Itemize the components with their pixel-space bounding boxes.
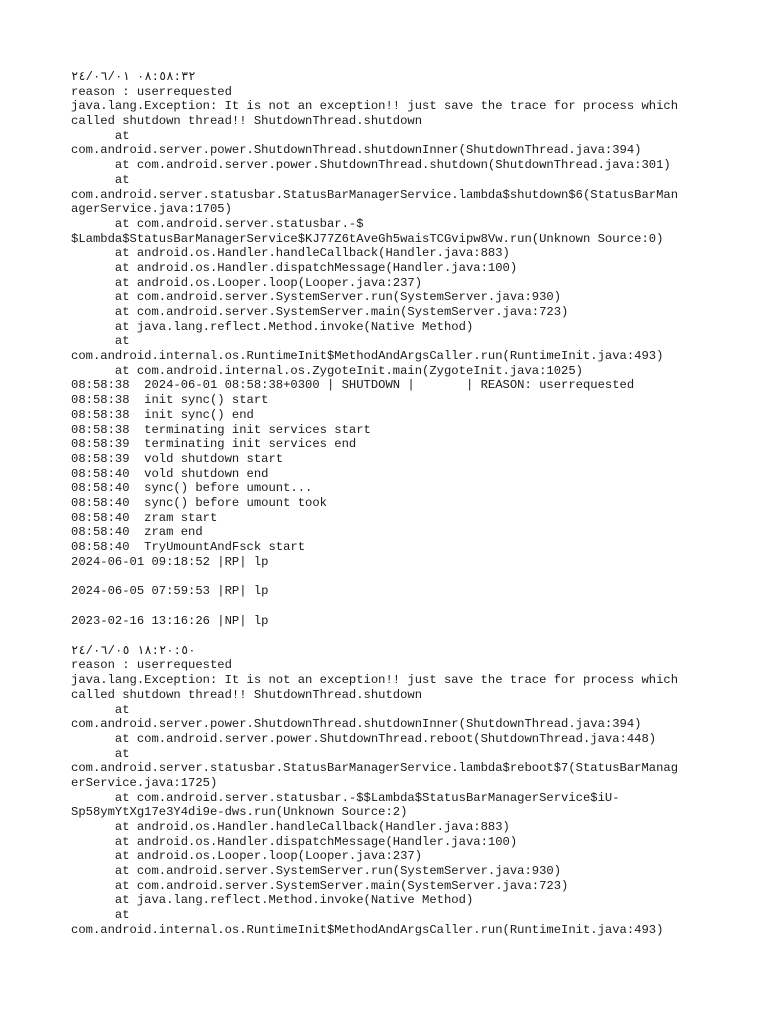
log-line: at android.os.Handler.handleCallback(Handler.java:883) bbox=[71, 820, 510, 834]
log-line: com.android.internal.os.RuntimeInit$MethodAndArgsCaller.run(RuntimeInit.java:493) bbox=[71, 922, 664, 937]
log-line: 08:58:40 sync() before umount took bbox=[71, 495, 327, 510]
log-line: reason : userrequested bbox=[71, 658, 232, 673]
log-line: 08:58:38 init sync() start bbox=[71, 393, 269, 408]
log-line: 08:58:39 vold shutdown start bbox=[71, 451, 284, 466]
log-line: at java.lang.reflect.Method.invoke(Native Method) bbox=[71, 893, 474, 908]
log-line: $Lambda$StatusBarManagerService$KJ77Z6tAveGh5waisTCGvipw8Vw.run(Unknown Source:0) bbox=[71, 231, 664, 246]
log-line: at com.android.server.power.ShutdownThread.shutdown(ShutdownThread.java:301) bbox=[71, 158, 671, 173]
log-line: at com.android.server.SystemServer.main(SystemServer.java:723) bbox=[71, 305, 569, 319]
log-line: at bbox=[71, 172, 130, 187]
log-line: com.android.internal.os.RuntimeInit$MethodAndArgsCaller.run(RuntimeInit.java:493) bbox=[71, 349, 664, 364]
log-line: 08:58:40 vold shutdown end bbox=[71, 466, 269, 481]
log-line: java.lang.Exception: It is not an exception!! just save the trace for process which bbox=[71, 673, 679, 688]
log-line: at bbox=[71, 908, 130, 923]
log-line: at bbox=[71, 334, 130, 349]
log-line: 08:58:38 2024-06-01 08:58:38+0300 | SHUTDOWN | | REASON: userrequested bbox=[71, 378, 635, 393]
log-line: at com.android.internal.os.ZygoteInit.main(ZygoteInit.java:1025) bbox=[71, 363, 583, 378]
log-line: called shutdown thread!! ShutdownThread.shutdown bbox=[71, 114, 423, 129]
log-line: com.android.server.power.ShutdownThread.shutdownInner(ShutdownThread.java:394) bbox=[71, 717, 642, 732]
log-line: at bbox=[71, 702, 130, 717]
log-line: at java.lang.reflect.Method.invoke(Native Method) bbox=[71, 319, 474, 334]
log-line: at com.android.server.power.ShutdownThread.reboot(ShutdownThread.java:448) bbox=[71, 731, 657, 746]
log-line: 08:58:40 TryUmountAndFsck start bbox=[71, 540, 306, 554]
log-line: 08:58:39 terminating init services end bbox=[71, 437, 357, 452]
log-line: at com.android.server.SystemServer.main(SystemServer.java:723) bbox=[71, 878, 569, 893]
log-line: at android.os.Looper.loop(Looper.java:237) bbox=[71, 849, 423, 864]
log-line: at android.os.Looper.loop(Looper.java:237) bbox=[71, 275, 423, 290]
log-line: at com.android.server.statusbar.-$ bbox=[71, 216, 364, 231]
log-line: at com.android.server.SystemServer.run(SystemServer.java:930) bbox=[71, 290, 562, 305]
log-line: called shutdown thread!! ShutdownThread.shutdown bbox=[71, 687, 423, 702]
log-line: erService.java:1725) bbox=[71, 775, 218, 790]
log-line: ١٨:٢٠:٥٠ ٢٤/٠٦/٠٥ bbox=[71, 643, 196, 658]
blank-line bbox=[71, 629, 711, 644]
log-line: at android.os.Handler.dispatchMessage(Handler.java:100) bbox=[71, 260, 518, 275]
log-line: ٠٨:٥٨:٣٢ ٢٤/٠٦/٠١ bbox=[71, 70, 196, 84]
blank-line bbox=[71, 569, 711, 584]
log-document bbox=[71, 70, 711, 938]
log-line: 2024-06-05 07:59:53 |RP| lp bbox=[71, 584, 269, 599]
log-line: 08:58:38 terminating init services start bbox=[71, 422, 371, 437]
log-line: 08:58:38 init sync() end bbox=[71, 407, 254, 422]
log-line: com.android.server.statusbar.StatusBarManagerService.lambda$shutdown$6(StatusBarMan bbox=[71, 187, 679, 202]
log-line: 2023-02-16 13:16:26 |NP| lp bbox=[71, 614, 269, 629]
log-line: 08:58:40 zram end bbox=[71, 525, 203, 540]
log-line: agerService.java:1705) bbox=[71, 202, 232, 217]
log-line: at bbox=[71, 128, 130, 143]
log-line: java.lang.Exception: It is not an exception!! just save the trace for process which bbox=[71, 99, 679, 114]
log-line: reason : userrequested bbox=[71, 84, 232, 99]
log-line: 08:58:40 sync() before umount... bbox=[71, 481, 313, 496]
log-line: 08:58:40 zram start bbox=[71, 510, 218, 525]
log-line: at android.os.Handler.handleCallback(Handler.java:883) bbox=[71, 246, 510, 261]
log-line: at android.os.Handler.dispatchMessage(Handler.java:100) bbox=[71, 834, 518, 849]
log-line: at bbox=[71, 746, 130, 761]
log-line: com.android.server.power.ShutdownThread.shutdownInner(ShutdownThread.java:394) bbox=[71, 143, 642, 158]
log-line: Sp58ymYtXg17e3Y4di9e-dws.run(Unknown Source:2) bbox=[71, 805, 408, 820]
log-line: 2024-06-01 09:18:52 |RP| lp bbox=[71, 554, 269, 569]
log-line: at com.android.server.statusbar.-$$Lambda$StatusBarManagerService$iU- bbox=[71, 790, 620, 805]
log-line: at com.android.server.SystemServer.run(SystemServer.java:930) bbox=[71, 864, 562, 879]
log-line: com.android.server.statusbar.StatusBarManagerService.lambda$reboot$7(StatusBarManag bbox=[71, 761, 679, 776]
blank-line bbox=[71, 599, 711, 614]
